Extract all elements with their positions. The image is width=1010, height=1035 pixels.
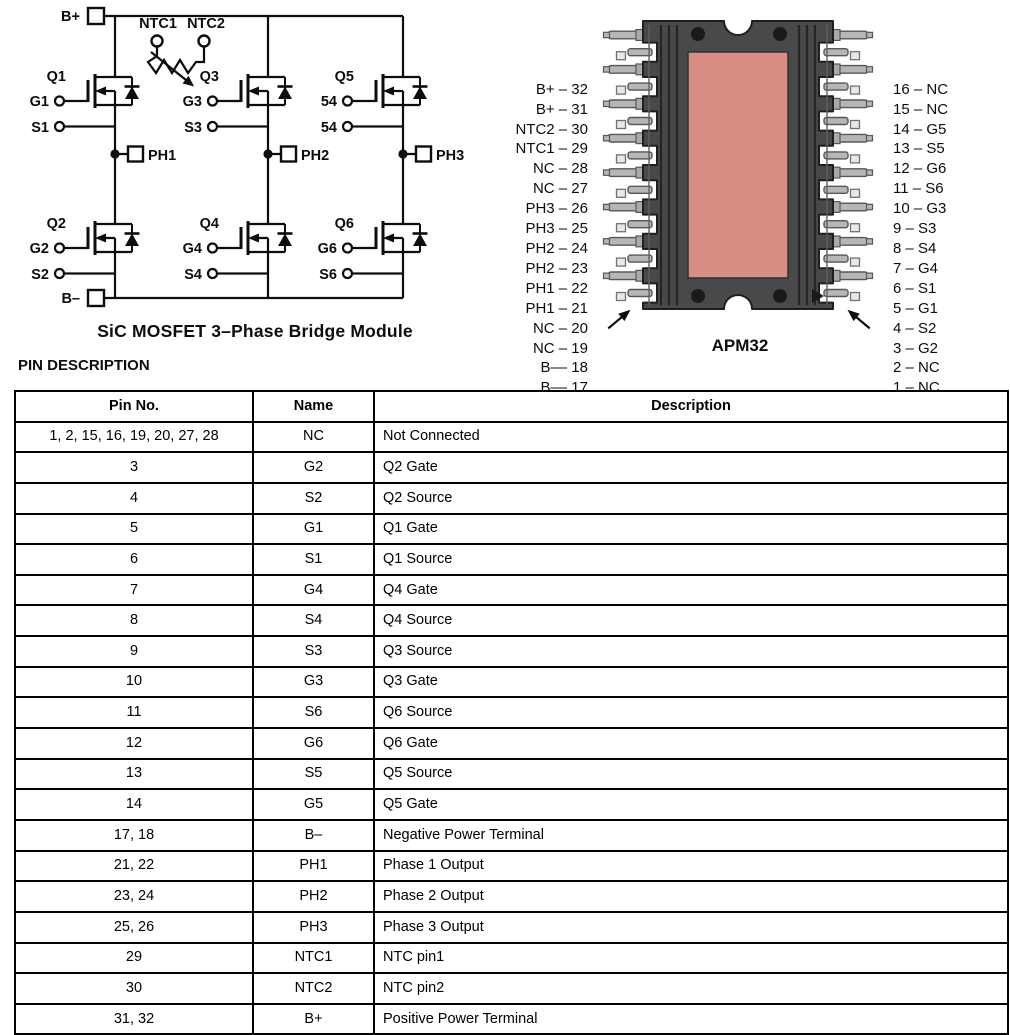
pin-label: NC – 27 [532, 180, 588, 198]
cell-pin-name: G6 [253, 728, 374, 759]
pin-label: 13 – S5 [893, 140, 945, 158]
col-header-desc: Description [374, 391, 1008, 422]
cell-pin-no: 10 [15, 667, 253, 698]
cell-description: Q2 Source [374, 483, 1008, 514]
pin-label: NC – 20 [532, 319, 588, 337]
ph3-label: PH3 [436, 148, 465, 164]
cell-pin-name: B– [253, 820, 374, 851]
cell-pin-no: 6 [15, 544, 253, 575]
pin-description-table [14, 390, 1009, 1035]
table-row [15, 575, 1008, 606]
pin-label: PH3 – 26 [525, 200, 588, 218]
cell-pin-no: 7 [15, 575, 253, 606]
cell-pin-name: PH2 [253, 881, 374, 912]
pin17-arrow-icon [605, 306, 633, 332]
cell-pin-no: 8 [15, 605, 253, 636]
table-row [15, 851, 1008, 882]
cell-pin-no: 14 [15, 789, 253, 820]
table-header-row [15, 391, 1008, 422]
q5-label: Q5 [334, 69, 354, 85]
table-row [15, 514, 1008, 545]
g4-label: G4 [182, 241, 202, 257]
pin-label: PH2 – 23 [525, 259, 588, 277]
cell-description: Q1 Source [374, 544, 1008, 575]
bridge-schematic [30, 0, 480, 315]
pin-label: PH1 – 22 [525, 279, 588, 297]
s1-label: S1 [31, 120, 49, 136]
table-row [15, 544, 1008, 575]
q5-gate-label: 54 [320, 94, 337, 110]
bminus-label: B– [61, 291, 80, 307]
cell-pin-name: B+ [253, 1004, 374, 1035]
pin-label: 15 – NC [893, 100, 949, 118]
cell-pin-name: PH1 [253, 851, 374, 882]
pin-label: B+ – 32 [535, 80, 588, 98]
cell-pin-name: S3 [253, 636, 374, 667]
cell-pin-name: NC [253, 422, 374, 453]
cell-pin-name: G5 [253, 789, 374, 820]
pin-label: PH1 – 21 [525, 299, 588, 317]
q2-label: Q2 [46, 216, 66, 232]
table-row [15, 820, 1008, 851]
pin-label: B–– 17 [540, 379, 588, 397]
cell-pin-name: G4 [253, 575, 374, 606]
cell-pin-name: S5 [253, 759, 374, 790]
package-substrate-pad [688, 52, 788, 278]
table-row [15, 636, 1008, 667]
mosfet-q1 [55, 74, 140, 131]
pin-label: 4 – S2 [893, 319, 937, 337]
q1-label: Q1 [46, 69, 66, 85]
bplus-label: B+ [61, 9, 80, 25]
cell-description: Q3 Source [374, 636, 1008, 667]
schematic-terminals [88, 8, 431, 306]
pin-label: 11 – S6 [893, 180, 944, 198]
pin-label: 7 – G4 [893, 259, 939, 277]
cell-description: Q6 Gate [374, 728, 1008, 759]
table-row [15, 697, 1008, 728]
cell-pin-name: S4 [253, 605, 374, 636]
pin-label: 3 – G2 [893, 339, 939, 357]
g3-label: G3 [182, 94, 202, 110]
mosfet-q2 [55, 221, 140, 278]
table-row [15, 912, 1008, 943]
mosfet-q6 [343, 221, 428, 278]
mosfet-q5 [343, 74, 428, 131]
pin-label: B+ – 31 [535, 100, 588, 118]
pin-label: PH2 – 24 [525, 239, 588, 257]
q5-source-label: 54 [320, 120, 337, 136]
cell-description: Negative Power Terminal [374, 820, 1008, 851]
ph1-label: PH1 [148, 148, 177, 164]
cell-pin-no: 11 [15, 697, 253, 728]
cell-pin-no: 4 [15, 483, 253, 514]
q6-label: Q6 [334, 216, 354, 232]
pin-label: B–– 18 [540, 359, 588, 377]
pinout-left-list [470, 20, 588, 398]
pin-label: 16 – NC [893, 80, 949, 98]
schematic-title: SiC MOSFET 3–Phase Bridge Module [97, 321, 413, 341]
cell-description: NTC pin2 [374, 973, 1008, 1004]
pin-label: 9 – S3 [893, 220, 937, 238]
cell-pin-no: 31, 32 [15, 1004, 253, 1035]
table-row [15, 789, 1008, 820]
cell-description: Q3 Gate [374, 667, 1008, 698]
pin-label: 5 – G1 [893, 299, 939, 317]
table-row [15, 881, 1008, 912]
cell-pin-no: 17, 18 [15, 820, 253, 851]
pin-description-heading: PIN DESCRIPTION [18, 357, 150, 374]
cell-description: Phase 2 Output [374, 881, 1008, 912]
cell-description: Q2 Gate [374, 452, 1008, 483]
cell-pin-name: G1 [253, 514, 374, 545]
pin-label: PH3 – 25 [525, 220, 588, 238]
cell-pin-name: S1 [253, 544, 374, 575]
pin1-arrow-icon [844, 306, 872, 332]
cell-pin-no: 29 [15, 943, 253, 974]
cell-pin-no: 3 [15, 452, 253, 483]
pin-label: NTC1 – 29 [515, 140, 588, 158]
q3-label: Q3 [199, 69, 219, 85]
cell-description: Phase 1 Output [374, 851, 1008, 882]
s6-label: S6 [319, 267, 337, 283]
table-row [15, 483, 1008, 514]
cell-description: Q5 Gate [374, 789, 1008, 820]
ntc1-label: NTC1 [139, 16, 177, 32]
table-row [15, 728, 1008, 759]
cell-description: NTC pin1 [374, 943, 1008, 974]
g6-label: G6 [317, 241, 337, 257]
pin-label: 10 – G3 [893, 200, 947, 218]
mosfet-q3 [208, 74, 293, 131]
cell-pin-name: G3 [253, 667, 374, 698]
pin-label: 2 – NC [893, 359, 940, 377]
q4-label: Q4 [199, 216, 219, 232]
cell-pin-no: 13 [15, 759, 253, 790]
cell-pin-name: PH3 [253, 912, 374, 943]
cell-description: Q4 Source [374, 605, 1008, 636]
cell-pin-no: 5 [15, 514, 253, 545]
cell-pin-name: G2 [253, 452, 374, 483]
table-row [15, 422, 1008, 453]
col-header-name: Name [253, 391, 374, 422]
cell-description: Phase 3 Output [374, 912, 1008, 943]
s3-label: S3 [184, 120, 202, 136]
table-row [15, 452, 1008, 483]
col-header-pin: Pin No. [15, 391, 253, 422]
s4-label: S4 [184, 267, 202, 283]
g1-label: G1 [30, 94, 49, 110]
table-row [15, 667, 1008, 698]
cell-pin-no: 21, 22 [15, 851, 253, 882]
table-row [15, 759, 1008, 790]
cell-pin-no: 25, 26 [15, 912, 253, 943]
cell-pin-no: 12 [15, 728, 253, 759]
cell-pin-no: 9 [15, 636, 253, 667]
cell-pin-no: 1, 2, 15, 16, 19, 20, 27, 28 [15, 422, 253, 453]
ntc2-label: NTC2 [187, 16, 225, 32]
cell-description: Not Connected [374, 422, 1008, 453]
cell-description: Positive Power Terminal [374, 1004, 1008, 1035]
package-name-caption: APM32 [711, 336, 769, 351]
cell-description: Q6 Source [374, 697, 1008, 728]
package-diagram [595, 5, 890, 355]
cell-pin-no: 30 [15, 973, 253, 1004]
pinout-right-list [893, 20, 1008, 398]
table-row [15, 1004, 1008, 1035]
pin-label: 1 – NC [893, 379, 940, 397]
cell-description: Q1 Gate [374, 514, 1008, 545]
cell-pin-name: NTC1 [253, 943, 374, 974]
pin-label: 14 – G5 [893, 120, 947, 138]
ph2-label: PH2 [301, 148, 330, 164]
table-row [15, 973, 1008, 1004]
table-row [15, 943, 1008, 974]
pin-label: 6 – S1 [893, 279, 937, 297]
cell-pin-name: S6 [253, 697, 374, 728]
cell-pin-name: S2 [253, 483, 374, 514]
cell-description: Q5 Source [374, 759, 1008, 790]
mosfet-q4 [208, 221, 293, 278]
pin-label: NC – 28 [532, 160, 588, 178]
cell-description: Q4 Gate [374, 575, 1008, 606]
cell-pin-name: NTC2 [253, 973, 374, 1004]
cell-pin-no: 23, 24 [15, 881, 253, 912]
pin-label: 8 – S4 [893, 239, 937, 257]
g2-label: G2 [30, 241, 49, 257]
pin-label: NC – 19 [532, 339, 588, 357]
s2-label: S2 [31, 267, 49, 283]
pin-label: NTC2 – 30 [515, 120, 588, 138]
pin-label: 12 – G6 [893, 160, 947, 178]
table-row [15, 605, 1008, 636]
